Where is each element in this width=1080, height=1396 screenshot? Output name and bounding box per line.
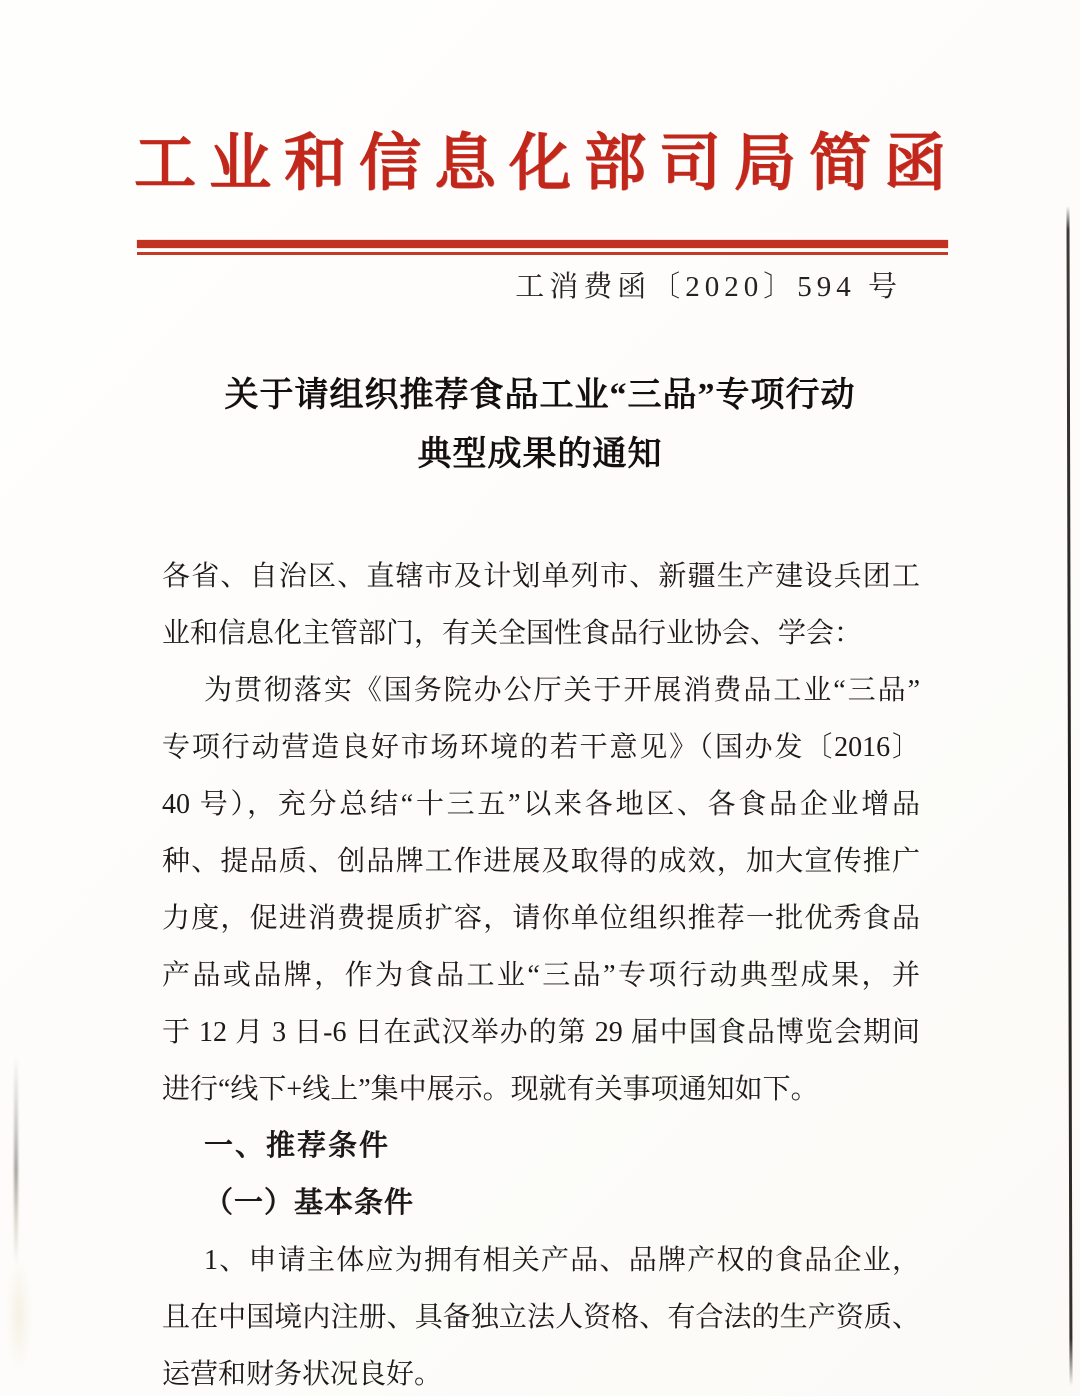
document-body [162, 548, 920, 1396]
body-line: 40 号），充分总结“十三五”以来各地区、各食品企业增品 [162, 789, 920, 820]
body-line: 种、提品质、创品牌工作进展及取得的成效，加大宣传推广 [162, 846, 920, 877]
document-number: 工消费函〔2020〕594 号 [515, 271, 902, 303]
scan-smudge-bottom-left [6, 1255, 32, 1375]
body-line: 一、推荐条件 [204, 1130, 391, 1162]
body-line: 为贯彻落实《国务院办公厅关于开展消费品工业“三品” [204, 675, 920, 706]
body-line: 运营和财务状况良好。 [162, 1359, 443, 1390]
body-line: 进行“线下+线上”集中展示。现就有关事项通知如下。 [162, 1074, 819, 1105]
scan-smudge-left [14, 1055, 18, 1265]
body-line: 各省、自治区、直辖市及计划单列市、新疆生产建设兵团工 [162, 561, 920, 592]
letterhead-divider-thick [137, 240, 948, 248]
body-line: 于 12 月 3 日-6 日在武汉举办的第 29 届中国食品博览会期间 [162, 1017, 920, 1048]
body-line: 1、申请主体应为拥有相关产品、品牌产权的食品企业， [204, 1245, 920, 1276]
body-line: 力度，促进消费提质扩容，请你单位组织推荐一批优秀食品 [162, 903, 920, 934]
body-line: 专项行动营造良好市场环境的若干意见》（国办发〔2016〕 [162, 732, 920, 763]
document-title [0, 366, 1080, 484]
letterhead-divider-thin [137, 252, 948, 255]
document-title-line-1: 关于请组织推荐食品工业“三品”专项行动 [224, 377, 856, 414]
body-line: （一）基本条件 [204, 1187, 415, 1219]
document-title-line-2: 典型成果的通知 [417, 436, 663, 473]
body-line: 产品或品牌，作为食品工业“三品”专项行动典型成果，并 [162, 960, 920, 991]
letterhead-title: 工业和信息化部司局简函 [133, 130, 959, 198]
body-line: 且在中国境内注册、具备独立法人资格、有合法的生产资质、 [162, 1302, 920, 1333]
body-line: 业和信息化主管部门，有关全国性食品行业协会、学会： [162, 618, 863, 649]
